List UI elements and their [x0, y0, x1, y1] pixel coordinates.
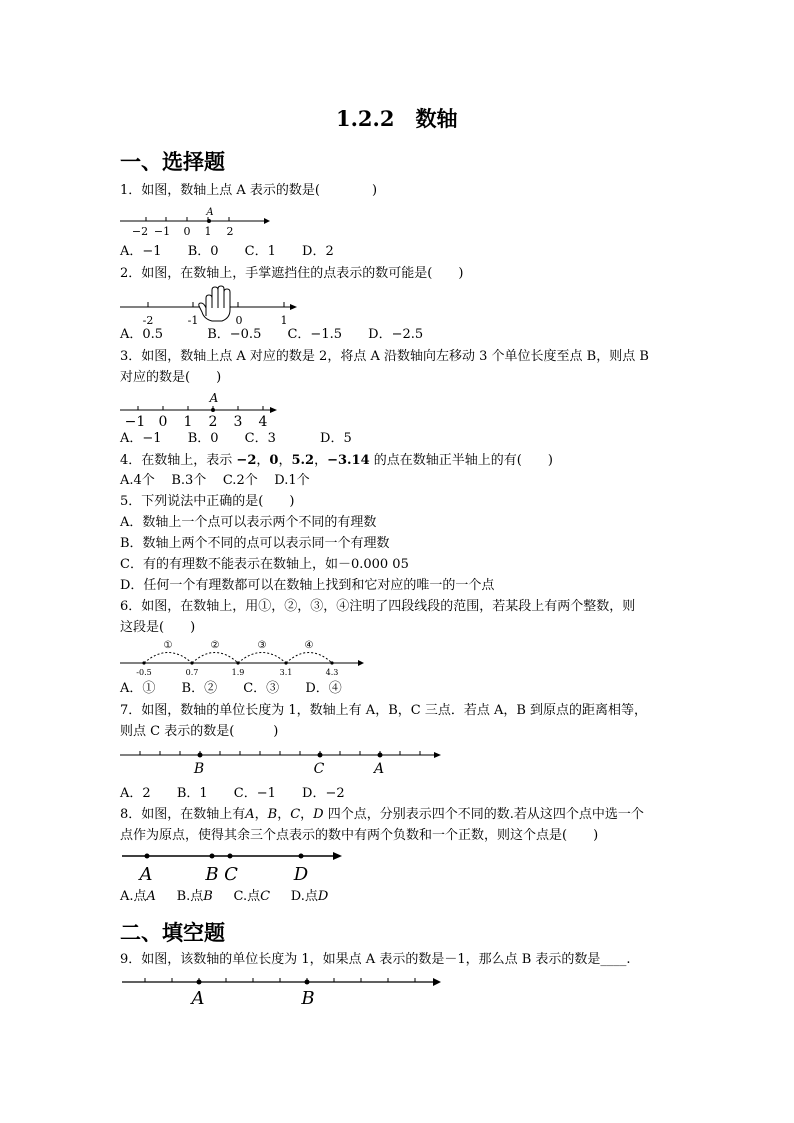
q2-option-b[interactable]: B．−0.5: [207, 327, 262, 342]
q2-option-d[interactable]: D．−2.5: [368, 327, 424, 342]
q9-point-label: B: [301, 988, 315, 1009]
q8-number-line: [120, 847, 350, 887]
q1-stem: 1．如图，数轴上点 A 表示的数是( ): [120, 183, 378, 198]
q6-tick-label: 3.1: [279, 668, 293, 677]
q3-tick-label: 1: [183, 414, 193, 430]
q6-option-a[interactable]: A．①: [120, 681, 156, 696]
q1-number-line: [118, 203, 268, 239]
q6-tick-label: 0.7: [185, 668, 199, 677]
q7-option-c[interactable]: C．−1: [233, 786, 276, 801]
q1-tick-label: −1: [153, 225, 171, 238]
q6-number-line: [118, 637, 368, 679]
q6-arc-label: ②: [210, 640, 220, 651]
q3-tick-label: 4: [258, 414, 268, 430]
q1-tick-label: 2: [226, 225, 234, 238]
q4-stem-post: 的点在数轴正半轴上的有( ): [373, 453, 553, 468]
q3-option-a[interactable]: A．−1: [120, 431, 162, 446]
q4-num: 0: [269, 453, 279, 468]
q7-option-b[interactable]: B．1: [176, 786, 208, 801]
q8-option-c[interactable]: C.点𝐶: [233, 889, 271, 904]
q2-options: [120, 327, 423, 343]
q6-option-d[interactable]: D．④: [305, 681, 342, 696]
q6-option-b[interactable]: B．②: [181, 681, 218, 696]
q3-option-b[interactable]: B．0: [187, 431, 219, 446]
q4-stem-pre: 4．在数轴上，表示: [120, 453, 233, 468]
q3-option-d[interactable]: D．5: [320, 431, 352, 446]
q8-stem-line1: 8．如图，在数轴上有𝐴，𝐵，𝐶，𝐷 四个点，分别表示四个不同的数.若从这四个点中选一个: [120, 807, 644, 822]
q1-tick-label: −2: [131, 225, 149, 238]
q6-stem-line2: 这段是( ): [120, 620, 196, 635]
q5-option-b[interactable]: B．数轴上两个不同的点可以表示同一个有理数: [120, 536, 390, 551]
q4-num: −3.14: [327, 453, 370, 468]
q9-point-label: A: [191, 988, 205, 1009]
q8-point-label: D: [293, 864, 309, 885]
q5-stem: 5．下列说法中正确的是( ): [120, 494, 295, 509]
q5-option-c[interactable]: C．有的有理数不能表示在数轴上，如－0.000 05: [120, 557, 409, 572]
q6-tick-label: -0.5: [136, 668, 152, 677]
q1-tick-label: 0: [183, 225, 191, 238]
q5-option-a[interactable]: A．数轴上一个点可以表示两个不同的有理数: [120, 515, 377, 530]
q6-tick-label: 1.9: [231, 668, 245, 677]
q4-num: −2: [236, 453, 257, 468]
q7-point-label: B: [193, 761, 205, 777]
q4-stem: 4．在数轴上，表示 −2，0，5.2，−3.14 的点在数轴正半轴上的有( ): [120, 453, 553, 468]
q8-option-d[interactable]: D.点𝐷: [290, 889, 329, 904]
q3-options: [120, 431, 352, 447]
q3-point-label: A: [209, 391, 219, 405]
q1-tick-label: 1: [204, 225, 212, 238]
section-heading-fill: 二、填空题: [120, 920, 225, 945]
q4-option-c[interactable]: C.2个: [222, 473, 258, 488]
q2-tick-label: -2: [142, 314, 154, 327]
q6-arc-label: ④: [304, 640, 314, 651]
q8-option-b[interactable]: B.点𝐵: [176, 889, 213, 904]
q7-option-a[interactable]: A．2: [120, 786, 151, 801]
q8-option-a[interactable]: A.点𝐴: [120, 889, 156, 904]
q8-point-label: C: [224, 864, 238, 885]
q2-tick-label: -1: [187, 314, 199, 327]
q3-tick-label: −1: [124, 414, 146, 430]
q6-options: [120, 681, 342, 697]
q7-option-d[interactable]: D．−2: [302, 786, 345, 801]
q8-stem-line2: 点作为原点，使得其余三个点表示的数中有两个负数和一个正数，则这个点是( ): [120, 828, 599, 843]
q6-arc-label: ③: [257, 640, 267, 651]
q3-option-c[interactable]: C．3: [244, 431, 276, 446]
page-title: 1.2.2 数轴: [336, 106, 458, 131]
q4-num: 5.2: [291, 453, 315, 468]
q2-option-a[interactable]: A．0.5: [120, 327, 164, 342]
q3-number-line: [118, 390, 283, 430]
q7-point-label: A: [373, 761, 385, 777]
q9-number-line: [120, 972, 450, 1012]
q1-options: [120, 244, 334, 260]
q2-tick-label: 1: [280, 314, 288, 327]
q4-options: [120, 473, 310, 489]
q2-number-line: [118, 286, 308, 332]
q3-tick-label: 2: [208, 414, 218, 430]
q3-tick-label: 3: [233, 414, 243, 430]
q7-number-line: [118, 744, 448, 780]
q8-point-label: A: [139, 864, 153, 885]
q1-point-label: A: [206, 207, 214, 218]
q7-point-label: C: [313, 761, 325, 777]
q1-option-d[interactable]: D．2: [302, 244, 334, 259]
q6-arc-label: ①: [163, 640, 173, 651]
q3-stem-line1: 3．如图，数轴上点 A 对应的数是 2，将点 A 沿数轴向左移动 3 个单位长度至点 B，则点 B: [120, 349, 649, 364]
q7-options: [120, 786, 345, 802]
q6-tick-label: 4.3: [325, 668, 339, 677]
q2-option-c[interactable]: C．−1.5: [287, 327, 342, 342]
q3-tick-label: 0: [158, 414, 168, 430]
q8-options: [120, 889, 328, 905]
q2-tick-label: 0: [235, 314, 243, 327]
q2-stem: 2．如图，在数轴上，手掌遮挡住的点表示的数可能是( ): [120, 266, 464, 281]
q1-option-c[interactable]: C．1: [244, 244, 276, 259]
q6-option-c[interactable]: C．③: [243, 681, 280, 696]
q1-option-a[interactable]: A．−1: [120, 244, 162, 259]
q1-option-b[interactable]: B．0: [187, 244, 219, 259]
q8-point-label: B: [205, 864, 219, 885]
q7-stem-line1: 7．如图，数轴的单位长度为 1，数轴上有 A，B，C 三点．若点 A，B 到原点的距离相等，: [120, 703, 648, 718]
q4-option-a[interactable]: A.4个: [120, 473, 155, 488]
q9-stem[interactable]: 9．如图，该数轴的单位长度为 1，如果点 A 表示的数是－1，那么点 B 表示的数是____.: [120, 952, 631, 967]
q6-stem-line1: 6．如图，在数轴上，用①，②，③，④注明了四段线段的范围，若某段上有两个整数，则: [120, 599, 636, 614]
q4-option-b[interactable]: B.3个: [171, 473, 207, 488]
q4-option-d[interactable]: D.1个: [274, 473, 310, 488]
q7-stem-line2: 则点 C 表示的数是( ): [120, 724, 279, 739]
hand-icon: [199, 286, 230, 321]
section-heading-choice: 一、选择题: [120, 149, 225, 174]
q5-option-d[interactable]: D．任何一个有理数都可以在数轴上找到和它对应的唯一的一个点: [120, 578, 495, 593]
q3-stem-line2: 对应的数是( ): [120, 370, 222, 385]
